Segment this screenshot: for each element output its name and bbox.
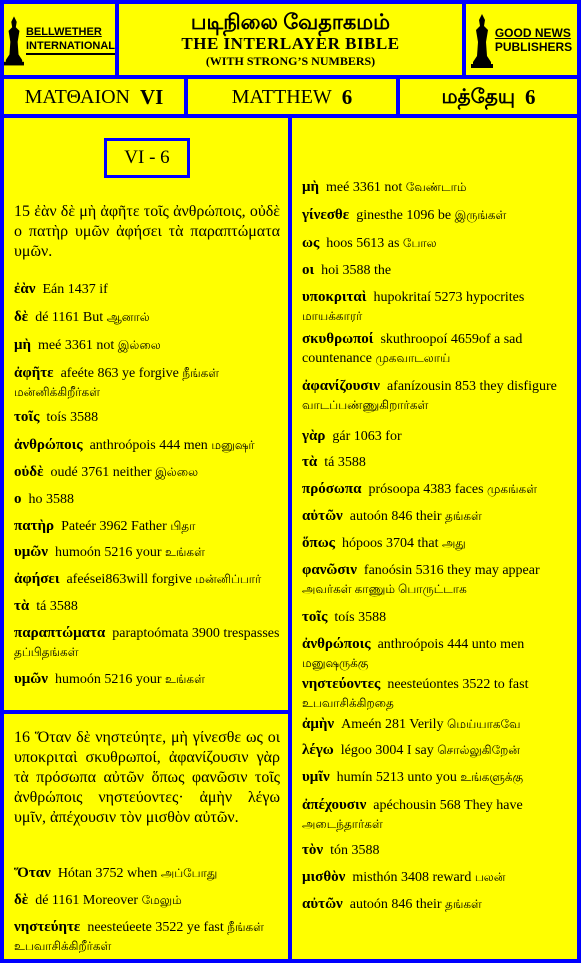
greek-word: πρόσωπα — [302, 481, 362, 497]
transliteration-gloss: dé 1161 But — [35, 310, 104, 325]
title-block — [119, 4, 462, 75]
word-entry — [302, 608, 569, 627]
transliteration-gloss: neesteúeete 3522 ye fast — [87, 920, 224, 935]
word-entry — [14, 308, 280, 327]
tamil-gloss: வேண்டாம் — [405, 180, 467, 194]
verse-text: 15 ἐὰν δὲ μὴ ἀφῆτε τοῖς ἀνθρώποις, οὐδὲ ο πατὴρ υμῶν ἀφήσει τὰ παραπτώματα υμῶν. — [14, 203, 280, 260]
word-entry — [14, 463, 280, 482]
transliteration-gloss: toís 3588 — [334, 610, 387, 625]
transliteration-gloss: ginesthe 1096 be — [356, 208, 452, 223]
word-entry — [302, 868, 569, 887]
greek-word: δὲ — [14, 309, 29, 325]
greek-word: λέγω — [302, 742, 334, 758]
greek-word: γὰρ — [302, 428, 326, 444]
greek-word: παραπτώματα — [14, 625, 106, 641]
transliteration-gloss: Hótan 3752 when — [57, 866, 158, 881]
transliteration-gloss: Eán 1437 if — [42, 282, 108, 297]
right-panel — [292, 118, 577, 959]
word-entry — [302, 841, 569, 860]
chapter-greek: VI — [140, 84, 164, 109]
transliteration-gloss: paraptoómata 3900 trespasses — [112, 626, 280, 641]
transliteration-gloss: autoón 846 their — [349, 509, 442, 524]
title-subtitle: (WITH STRONG’S NUMBERS) — [205, 54, 376, 68]
tamil-gloss: நீங்கள் உபவாசிக்கிறீர்கள் — [14, 920, 264, 953]
transliteration-gloss: misthón 3408 reward — [352, 870, 472, 885]
transliteration-gloss: humoón 5216 your — [54, 545, 162, 560]
word-entry — [14, 436, 280, 455]
transliteration-gloss: tá 3588 — [324, 455, 366, 470]
tamil-gloss: பலன் — [474, 870, 506, 884]
greek-word: τὰ — [302, 454, 318, 470]
word-entry — [14, 570, 280, 589]
tamil-gloss: முகங்கள் — [487, 482, 538, 496]
word-entry — [302, 330, 569, 368]
transliteration-gloss: prósoopa 4383 faces — [368, 482, 484, 497]
chapter-tamil: 6 — [525, 84, 536, 109]
word-entry — [302, 635, 569, 673]
greek-word: υμῶν — [14, 671, 48, 687]
word-entry — [14, 408, 280, 427]
greek-word: ἀμὴν — [302, 716, 335, 732]
word-entry — [302, 480, 569, 499]
greek-word: υμῖν — [302, 769, 330, 785]
tamil-gloss: தங்கள் — [445, 509, 482, 523]
tamil-gloss: மாயக்காரர் — [302, 309, 363, 323]
transliteration-gloss: oudé 3761 neither — [50, 465, 152, 480]
greek-word: σκυθρωποί — [302, 331, 374, 347]
greek-word: ο — [14, 491, 22, 507]
book-name-tamil: மத்தேயு — [441, 85, 515, 108]
word-entry — [14, 543, 280, 562]
transliteration-gloss: neesteúontes 3522 to fast — [387, 677, 529, 692]
word-entry — [302, 741, 569, 760]
word-entry — [14, 490, 280, 509]
greek-word: ἀνθρώποις — [14, 437, 83, 453]
word-entry — [302, 234, 569, 253]
word-entry — [302, 715, 569, 734]
word-entry — [14, 624, 280, 662]
word-entry — [14, 280, 280, 299]
title-english: THE INTERLAYER BIBLE — [181, 34, 400, 53]
greek-word: υμῶν — [14, 544, 48, 560]
statue-icon — [471, 12, 493, 68]
transliteration-gloss: anthroópois 444 men — [89, 438, 208, 453]
tamil-gloss: உபவாசிக்கிறதை — [302, 696, 394, 710]
transliteration-gloss: afeéte 863 ye forgive — [60, 366, 179, 381]
word-entry — [14, 918, 280, 956]
greek-word: ἐὰν — [14, 281, 36, 297]
tamil-gloss: போல — [402, 236, 437, 250]
tamil-gloss: சொல்லுகிறேன் — [437, 743, 520, 757]
greek-word: πατὴρ — [14, 518, 55, 534]
tamil-gloss: இருங்கள் — [454, 208, 507, 222]
word-entry — [302, 178, 569, 197]
tamil-gloss: மனுஷருக்கு — [302, 656, 369, 670]
word-entry — [302, 675, 569, 713]
book-english — [188, 79, 396, 114]
tamil-gloss: மெய்யாகவே — [447, 717, 521, 731]
book-tamil — [400, 79, 577, 114]
greek-word: νηστεύοντες — [302, 676, 381, 692]
logo-line1: GOOD NEWS — [494, 25, 571, 40]
transliteration-gloss: hoi 3588 the — [321, 263, 392, 278]
word-entry — [14, 336, 280, 355]
book-name-greek: ΜΑΤΘΑΙΟΝ — [24, 85, 131, 108]
tamil-gloss: இல்லை — [117, 338, 161, 352]
transliteration-gloss: apéchousin 568 They have — [373, 798, 523, 813]
chapter-label: VI - 6 — [104, 138, 190, 178]
transliteration-gloss: toís 3588 — [46, 410, 99, 425]
word-entry — [302, 895, 569, 914]
greek-word: νηστεύητε — [14, 919, 81, 935]
word-entry — [14, 891, 280, 910]
tamil-gloss: அடைந்தார்கள் — [302, 817, 383, 831]
transliteration-gloss: hoos 5613 as — [326, 236, 400, 251]
word-entry — [14, 597, 280, 616]
word-entry — [302, 507, 569, 526]
transliteration-gloss: fanoósin 5316 they may appear — [363, 563, 540, 578]
tamil-gloss: தங்கள் — [445, 897, 482, 911]
greek-word: φανῶσιν — [302, 562, 357, 578]
transliteration-gloss: légoo 3004 I say — [340, 743, 434, 758]
tamil-gloss: உங்கள் — [165, 672, 205, 686]
greek-word: οὐδὲ — [14, 464, 44, 480]
book-greek — [4, 79, 184, 114]
greek-word: οι — [302, 262, 315, 278]
word-entry — [302, 377, 569, 415]
greek-word: μισθὸν — [302, 869, 346, 885]
transliteration-gloss: Pateér 3962 Father — [61, 519, 167, 534]
greek-word: ἀπέχουσιν — [302, 797, 367, 813]
greek-word: δὲ — [14, 892, 29, 908]
word-entry — [14, 864, 280, 883]
transliteration-gloss: meé 3361 not — [326, 180, 403, 195]
transliteration-gloss: hupokritaí 5273 hypocrites — [373, 290, 525, 305]
statue-icon — [4, 12, 24, 68]
word-entry — [14, 517, 280, 536]
tamil-gloss: இல்லை — [155, 465, 199, 479]
transliteration-gloss: hópoos 3704 that — [342, 536, 439, 551]
tamil-gloss: பிதா — [170, 519, 196, 533]
transliteration-gloss: humoón 5216 your — [54, 672, 162, 687]
transliteration-gloss: skuthroopoí 4659of a sad countenance — [302, 332, 523, 366]
logo-line1: BELLWETHER — [25, 25, 102, 38]
greek-word: τὸν — [302, 842, 324, 858]
greek-word: τοῖς — [302, 609, 328, 625]
word-entry — [302, 206, 569, 225]
transliteration-gloss: Ameén 281 Verily — [341, 717, 444, 732]
greek-word: ὅπως — [302, 535, 336, 551]
word-entry — [302, 453, 569, 472]
greek-word: τοῖς — [14, 409, 40, 425]
transliteration-gloss: tá 3588 — [36, 599, 78, 614]
tamil-gloss: ஆனால் — [106, 310, 150, 324]
transliteration-gloss: gár 1063 for — [332, 429, 402, 444]
tamil-gloss: வாடப்பண்ணுகிறார்கள் — [302, 398, 429, 412]
tamil-gloss: அது — [441, 536, 466, 550]
tamil-gloss: மேலும் — [141, 893, 182, 907]
transliteration-gloss: anthroópois 444 unto men — [377, 637, 525, 652]
logo-line2: PUBLISHERS — [494, 39, 573, 54]
transliteration-gloss: autoón 846 their — [349, 897, 442, 912]
verse-text: 16 Ὅταν δὲ νηστεύητε, μὴ γίνεσθε ως οι υποκριταὶ σκυθρωποί, ἀφανίζουσιν γὰρ τὰ πρόσωπα αὐτῶν ὅπως φανῶσιν τοῖς ἀνθρώποις νηστεύοντες· ἀμὴν λέγω υμῖν, ἀπέχουσιν τὸν μισθὸν αὐτῶν. — [14, 729, 280, 826]
greek-word: γίνεσθε — [302, 207, 350, 223]
word-entry — [302, 288, 569, 326]
tamil-gloss: உங்கள் — [165, 545, 205, 559]
good-news-logo — [466, 4, 577, 75]
word-entry — [302, 534, 569, 553]
greek-word: Ὅταν — [14, 865, 51, 881]
greek-word: υποκριταὶ — [302, 289, 367, 305]
greek-word: ἀφανίζουσιν — [302, 378, 380, 394]
greek-word: ως — [302, 235, 320, 251]
tamil-gloss: முகவாடலாய் — [375, 351, 451, 365]
tamil-gloss: அவர்கள் காணும் பொருட்டாக — [302, 582, 467, 596]
word-entry — [302, 796, 569, 834]
tamil-gloss: தப்பிதங்கள் — [14, 645, 79, 659]
tamil-gloss: மனுஷர் — [211, 438, 255, 452]
transliteration-gloss: tón 3588 — [330, 843, 380, 858]
transliteration-gloss: afanízousin 853 they disfigure — [386, 379, 557, 394]
tamil-gloss: மன்னிப்பார் — [195, 572, 262, 586]
greek-word: αὐτῶν — [302, 508, 343, 524]
tamil-gloss: நீங்கள் மன்னிக்கிறீர்கள் — [14, 366, 220, 399]
word-entry — [302, 561, 569, 599]
transliteration-gloss: ho 3588 — [28, 492, 74, 507]
tamil-gloss: அப்போது — [160, 866, 218, 880]
logo-line2: INTERNATIONAL — [26, 39, 115, 55]
greek-word: μὴ — [302, 179, 320, 195]
word-entry — [302, 427, 569, 446]
word-entry — [14, 364, 280, 402]
word-entry — [14, 670, 280, 689]
greek-word: μὴ — [14, 337, 32, 353]
left-panel-verse-15 — [4, 118, 288, 710]
greek-word: ἀφῆτε — [14, 365, 54, 381]
greek-word: ἀφήσει — [14, 571, 60, 587]
greek-word: ἀνθρώποις — [302, 636, 371, 652]
book-name-english: MATTHEW — [231, 85, 332, 108]
greek-word: αὐτῶν — [302, 896, 343, 912]
chapter-english: 6 — [341, 84, 353, 109]
transliteration-gloss: humín 5213 unto you — [336, 770, 457, 785]
title-tamil: படிநிலை வேதாகமம் — [190, 10, 391, 34]
word-entry — [302, 768, 569, 787]
left-panel-verse-16 — [4, 714, 288, 959]
transliteration-gloss: afeései863will forgive — [66, 572, 192, 587]
tamil-gloss: உங்களுக்கு — [460, 770, 524, 784]
greek-word: τὰ — [14, 598, 30, 614]
transliteration-gloss: dé 1161 Moreover — [35, 893, 139, 908]
word-entry — [302, 261, 569, 280]
bellwether-logo — [4, 4, 115, 75]
transliteration-gloss: meé 3361 not — [38, 338, 115, 353]
